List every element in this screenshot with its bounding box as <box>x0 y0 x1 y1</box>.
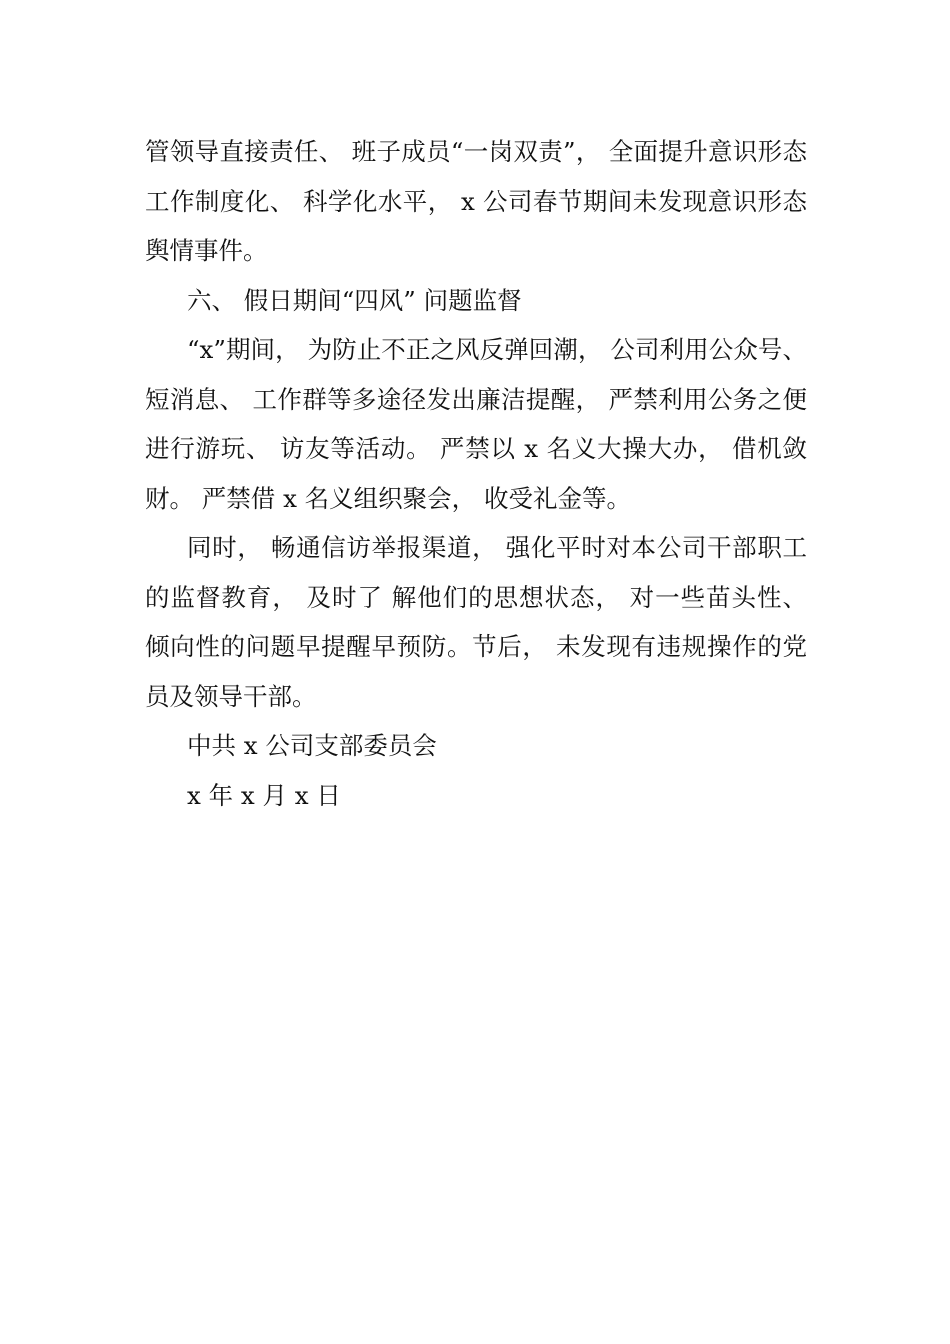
paragraph-complaint-channel: 同时， 畅通信访举报渠道， 强化平时对本公司干部职工的监督教育， 及时了 解他们的思想状态， 对一些苗头性、 倾向性的问题早提醒早预防。节后， 未发现有违规操作的党员及领导干部。 <box>145 533 807 711</box>
paragraph-holiday-supervision: “x”期间， 为防止不正之风反弹回潮， 公司利用公众号、 短消息、 工作群等多途径发出廉洁提醒， 严禁利用公务之便进行游玩、 访友等活动。 严禁以 x 名义大操大办， 借机敛财。 严禁借 x 名义组织聚会， 收受礼金等。 <box>145 335 807 513</box>
section-heading-six: 六、 假日期间“四风” 问题监督 <box>187 285 522 315</box>
document-body <box>145 127 807 820</box>
signature-date: x 年 x 月 x 日 <box>187 780 341 810</box>
signature-organization: 中共 x 公司支部委员会 <box>187 731 437 760</box>
paragraph-responsibility: 管领导直接责任、 班子成员“一岗双责”， 全面提升意识形态工作制度化、 科学化水平， x 公司春节期间未发现意识形态舆情事件。 <box>145 137 807 265</box>
